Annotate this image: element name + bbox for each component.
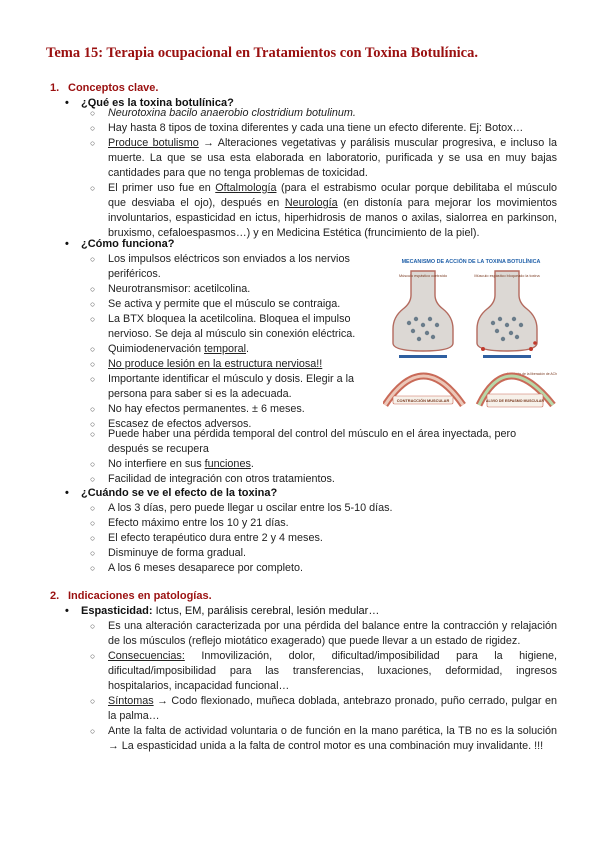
question-how-works: • ¿Cómo funciona? [65,238,175,250]
figure-title: MECANISMO DE ACCIÓN DE LA TOXINA BOTULÍNICA [401,259,541,265]
list-item: ○ Disminuye de forma gradual. [90,546,557,561]
question-when-effect: • ¿Cuándo se ve el efecto de la toxina? [65,487,278,499]
link-text: Síntomas [108,695,154,707]
item-text: . [250,458,254,470]
item-text: El primer uso fue en [108,182,216,194]
item-text: No interfiere en sus [108,458,205,470]
list-item: ○ No hay efectos permanentes. ± 6 meses. [90,402,367,417]
list-item [90,357,367,372]
section-title: Indicaciones en patologías. [68,590,212,602]
spasticity-list [90,619,557,754]
question-what-is: • ¿Qué es la toxina botulínica? [65,97,234,109]
what-is-list [90,106,557,241]
list-item: ○ Hay hasta 8 tipos de toxina diferentes y cada una tiene un efecto diferente. Ej: Botox… [90,121,557,136]
right-label: Músculo espástico bloqueado la toxina [474,274,540,278]
item-text: Inmovilización, dolor, dificultad/imposibilidad para la higiene, dificultad/imposibilidad para las transferencias, luxaciones, deformidad, ingresos hospitalarios, incapacidad funcional… [108,650,557,692]
link-text: No produce lesión en la estructura nerviosa!! [108,358,323,370]
bottom-left-label: CONTRACCIÓN MUSCULAR [396,398,450,403]
list-item: ○ Importante identificar el músculo y dosis. Elegir a la persona para saber si es la adecuada. [90,372,367,402]
item-text: (en distonía para mejorar los movimientos involuntarios, espasticidad en ictus, hiperhidrosis de manos o axilas, sialorrea en parkinson, bruxismo, cefaloespasmos…) y en Medicina Estética (fruncimiento de la piel). [108,197,558,239]
list-item [90,457,557,472]
item-text: → Alteraciones vegetativas y parálisis muscular progresiva, e incluso la muerte. La que se usa esta elaborada en laboratorio, purificada y se usa en muy bajas cantidades para que no tenga problemas de toxicidad. [108,137,557,179]
section-number: 2. [50,590,60,602]
bullet-text: Ictus, EM, parálisis cerebral, lesión medular… [152,605,380,617]
section-title: Conceptos clave. [68,82,159,94]
list-item [90,649,557,694]
list-item [90,694,557,724]
list-item: ○ Facilidad de integración con otros tratamientos. [90,472,557,487]
question-label: ¿Cómo funciona? [81,238,175,250]
when-effect-list [90,501,557,576]
question-label: ¿Qué es la toxina botulínica? [81,97,234,109]
section-number: 1. [50,82,60,94]
list-item: ○ Ante la falta de actividad voluntaria o de función en la mano parética, la TB no es la solución → La espasticidad unida a la falta de control motor es una combinación muy invalidante. !!! [90,724,557,754]
list-item: ○ Neurotoxina bacilo anaerobio clostridium botulinum. [90,106,557,121]
spasticity-bullet: • Espasticidad: Ictus, EM, parálisis cerebral, lesión medular… [65,605,380,617]
link-text: Produce botulismo [108,137,199,149]
bottom-right-label: ALIVIO DE ESPASMO MUSCULAR [485,399,545,403]
list-item [90,342,367,357]
list-item: ○ La BTX bloquea la acetilcolina. Bloquea el impulso nervioso. Se deja al músculo sin conexión eléctrica. [90,312,367,342]
section-2-heading [50,590,212,602]
list-item: ○ Efecto máximo entre los 10 y 21 días. [90,516,557,531]
left-label: Músculo espástico contraído [398,274,448,278]
link-text: funciones [204,458,251,470]
mechanism-figure [383,255,559,413]
list-item: ○ Puede haber una pérdida temporal del control del músculo en el área inyectada, pero después se recupera [90,427,557,457]
item-text: . [246,343,250,355]
link-text: temporal [204,343,247,355]
page-title: Tema 15: Terapia ocupacional en Tratamientos con Toxina Botulínica. [46,45,478,61]
question-label: ¿Cuándo se ve el efecto de la toxina? [81,487,278,499]
link-text: Oftalmología [215,182,277,194]
side-label: Inhibición de la liberación de ACh [506,372,557,376]
list-item: ○ A los 6 meses desaparece por completo. [90,561,557,576]
item-text: → Codo flexionado, muñeca doblada, antebrazo pronado, puño cerrado, pulgar en la palma… [108,695,557,722]
list-item: ○ Escasez de efectos adversos. [90,417,367,432]
list-item: ○ A los 3 días, pero puede llegar u oscilar entre los 5-10 días. [90,501,557,516]
section-1-heading [50,82,158,94]
list-item: ○ Neurotransmisor: acetilcolina. [90,282,367,297]
list-item [90,136,557,181]
list-item: ○ Es una alteración caracterizada por una pérdida del balance entre la contracción y relajación de los músculos (reflejo miotático exagerado) que puede llevar a un estado de rigidez. [90,619,557,649]
link-text: Consecuencias: [108,650,185,662]
how-works-list [90,252,367,432]
item-text: Quimiodenervación [108,343,205,355]
how-works-list-wide [90,427,557,487]
bullet-label: Espasticidad: [81,605,153,617]
list-item [90,181,557,241]
list-item: ○ Los impulsos eléctricos son enviados a los nervios periféricos. [90,252,367,282]
link-text: Neurología [284,197,338,209]
list-item: ○ El efecto terapéutico dura entre 2 y 4 meses. [90,531,557,546]
list-item: ○ Se activa y permite que el músculo se contraiga. [90,297,367,312]
item-text: (para el estrabismo ocular porque debilitaba el músculo que desviaba el ojo), después en [108,182,557,209]
